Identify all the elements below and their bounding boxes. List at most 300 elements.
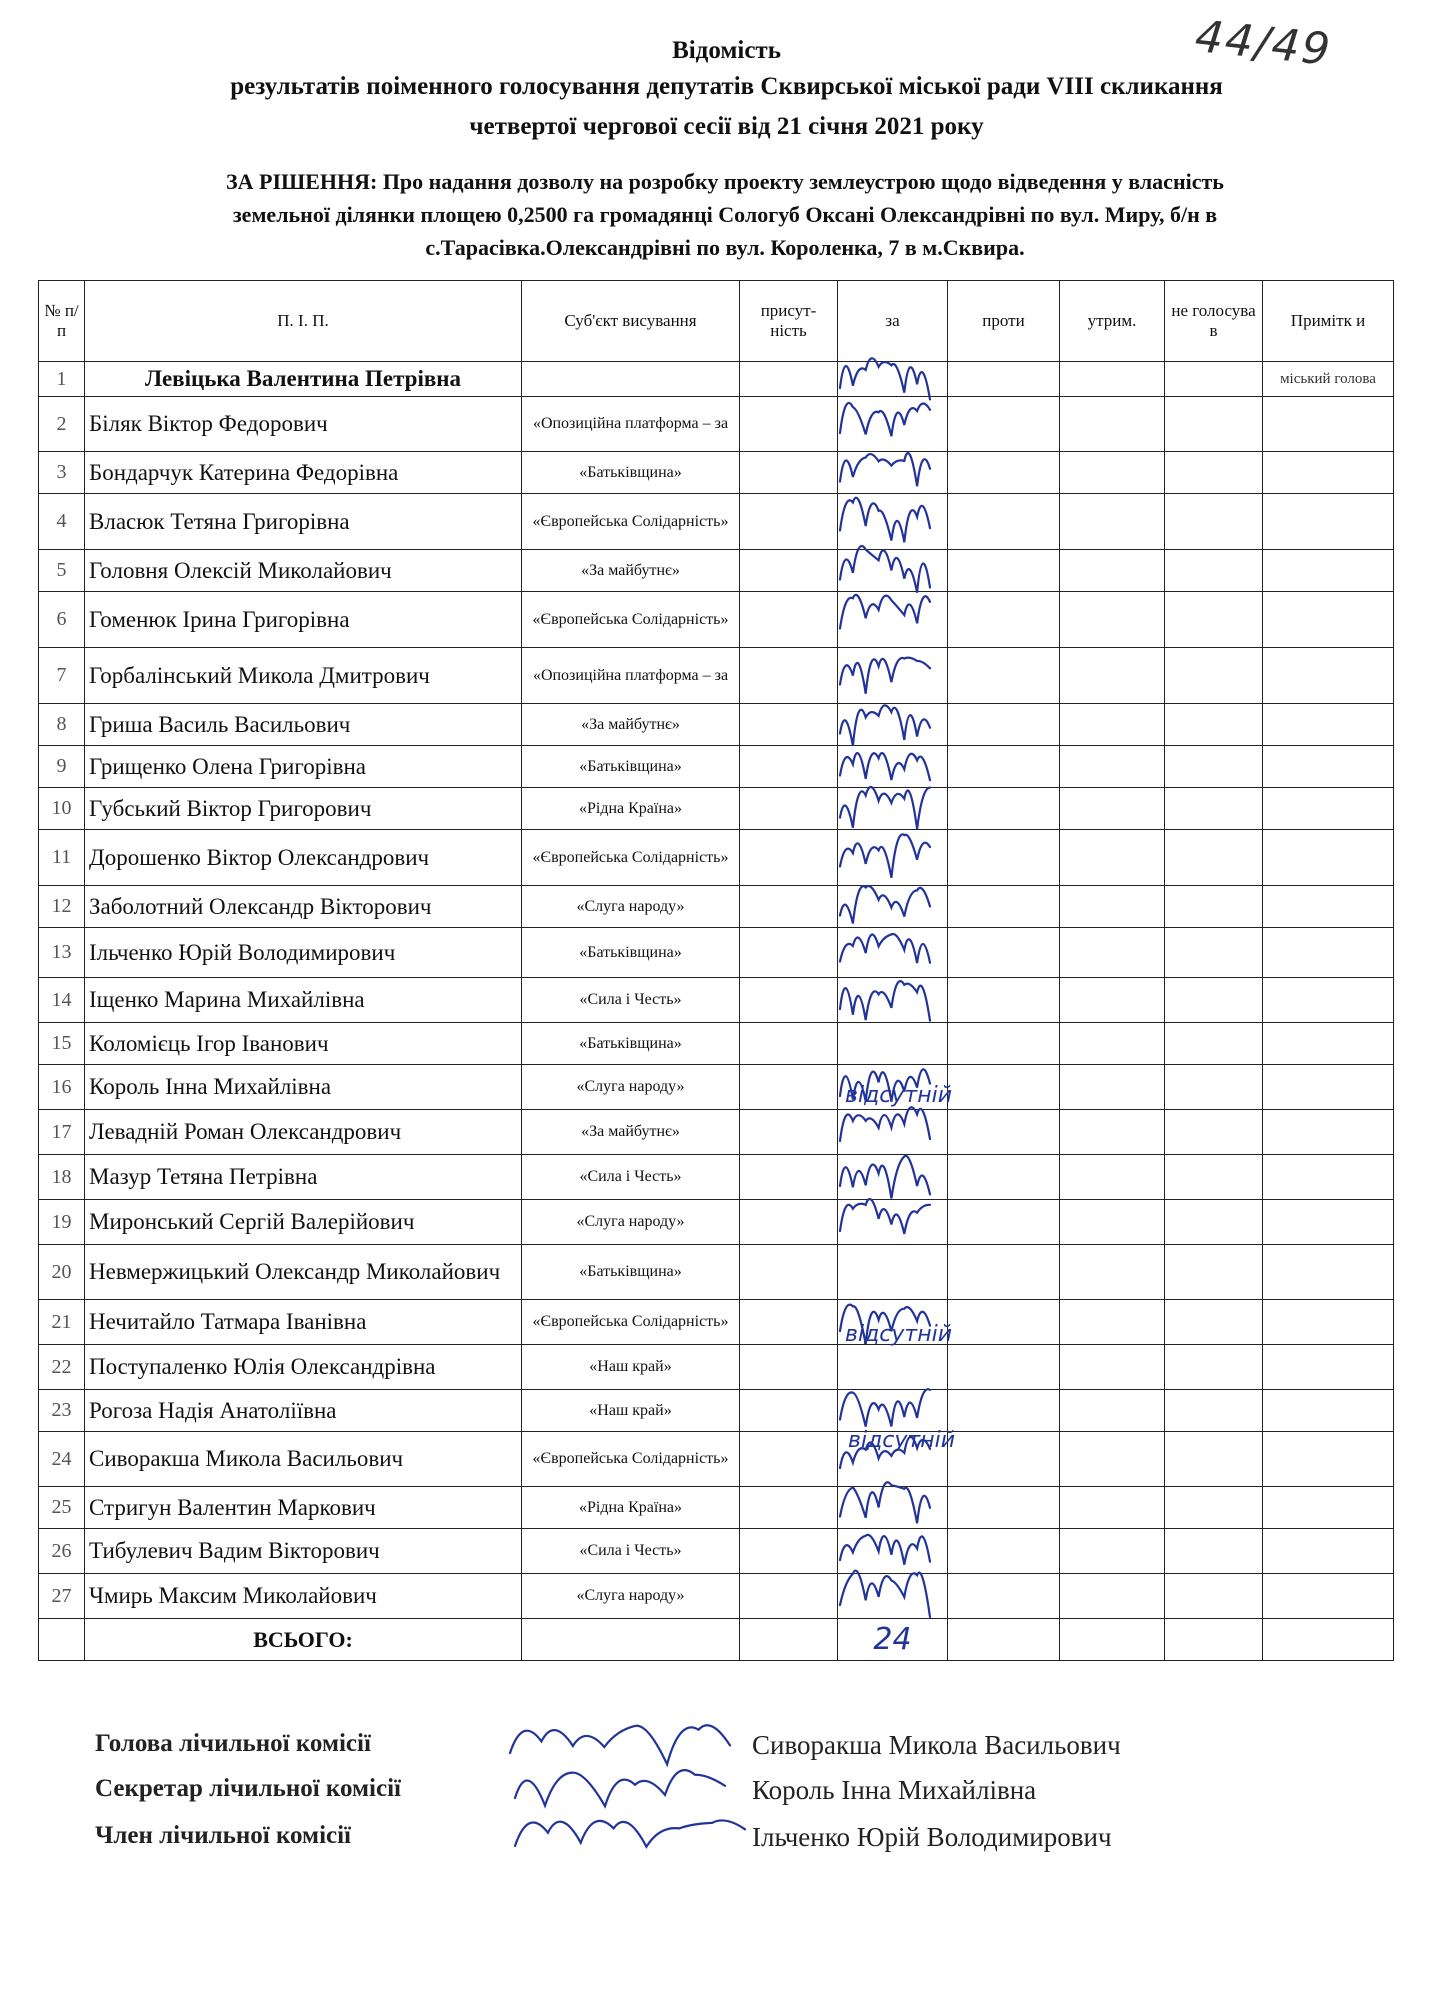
row-number: 4	[39, 494, 85, 550]
table-row	[39, 830, 1394, 886]
against-cell	[948, 494, 1060, 550]
abstain-cell	[1060, 1432, 1165, 1487]
header-abstain: утрим.	[1060, 281, 1165, 362]
notvote-cell	[1165, 494, 1263, 550]
abstain-cell	[1060, 1200, 1165, 1245]
notvote-cell	[1165, 704, 1263, 746]
against-cell	[948, 1574, 1060, 1619]
handwritten-reference: 44/49	[1192, 10, 1335, 77]
absent-note: відсутній	[848, 1428, 956, 1453]
row-number: 12	[39, 886, 85, 928]
total-empty	[39, 1619, 85, 1661]
deputy-name: Чмирь Максим Миколайович	[85, 1574, 522, 1619]
notvote-cell	[1165, 830, 1263, 886]
deputy-name: Стригун Валентин Маркович	[85, 1487, 522, 1529]
header-party: Суб'єкт висування	[522, 281, 740, 362]
deputy-name: Сиворакша Микола Васильович	[85, 1432, 522, 1487]
note-cell	[1263, 1023, 1394, 1065]
row-number: 21	[39, 1300, 85, 1345]
abstain-cell	[1060, 494, 1165, 550]
table-row	[39, 1155, 1394, 1200]
notvote-cell	[1165, 1023, 1263, 1065]
note-cell	[1263, 788, 1394, 830]
note-cell	[1263, 1065, 1394, 1110]
for-cell	[838, 1200, 948, 1245]
note-cell	[1263, 550, 1394, 592]
row-number: 18	[39, 1155, 85, 1200]
total-notvote	[1165, 1619, 1263, 1661]
abstain-cell	[1060, 978, 1165, 1023]
decision-line: с.Тарасівка.Олександрівні по вул. Короленка, 7 в м.Сквира.	[425, 235, 1025, 260]
table-row	[39, 1023, 1394, 1065]
for-cell	[838, 788, 948, 830]
present-cell	[740, 550, 838, 592]
table-row	[39, 746, 1394, 788]
notvote-cell	[1165, 1529, 1263, 1574]
note-cell	[1263, 1300, 1394, 1345]
note-cell	[1263, 928, 1394, 978]
present-cell	[740, 362, 838, 397]
deputy-party: «Наш край»	[522, 1345, 740, 1390]
abstain-cell	[1060, 788, 1165, 830]
abstain-cell	[1060, 1487, 1165, 1529]
note-cell	[1263, 452, 1394, 494]
row-number: 24	[39, 1432, 85, 1487]
table-row	[39, 978, 1394, 1023]
present-cell	[740, 928, 838, 978]
row-number: 15	[39, 1023, 85, 1065]
abstain-cell	[1060, 1574, 1165, 1619]
note-cell	[1263, 397, 1394, 452]
commission-signature	[510, 1725, 730, 1764]
deputy-party: «Сила і Честь»	[522, 978, 740, 1023]
against-cell	[948, 592, 1060, 648]
for-cell	[838, 1110, 948, 1155]
for-cell	[838, 592, 948, 648]
note-cell	[1263, 1390, 1394, 1432]
for-cell	[838, 362, 948, 397]
secretary-role: Секретар лічильної комісії	[95, 1775, 401, 1802]
deputy-name: Миронський Сергій Валерійович	[85, 1200, 522, 1245]
for-cell	[838, 1245, 948, 1300]
abstain-cell	[1060, 1300, 1165, 1345]
against-cell	[948, 978, 1060, 1023]
deputy-name: Власюк Тетяна Григорівна	[85, 494, 522, 550]
present-cell	[740, 1023, 838, 1065]
notvote-cell	[1165, 746, 1263, 788]
abstain-cell	[1060, 1529, 1165, 1574]
present-cell	[740, 1432, 838, 1487]
row-number: 17	[39, 1110, 85, 1155]
deputy-party: «Слуга народу»	[522, 886, 740, 928]
deputy-party: «Слуга народу»	[522, 1200, 740, 1245]
absent-note: відсутній	[845, 1322, 953, 1347]
for-cell	[838, 928, 948, 978]
row-number: 7	[39, 648, 85, 704]
deputy-party: «За майбутнє»	[522, 550, 740, 592]
for-cell	[838, 648, 948, 704]
deputy-name: Бондарчук Катерина Федорівна	[85, 452, 522, 494]
abstain-cell	[1060, 1245, 1165, 1300]
deputy-party: «Опозиційна платформа – за	[522, 397, 740, 452]
chair-name: Сиворакша Микола Васильович	[752, 1730, 1121, 1760]
row-number: 25	[39, 1487, 85, 1529]
document-subtitle: результатів поіменного голосування депутатів Сквирської міської ради VIII скликання	[230, 73, 1223, 100]
for-cell	[838, 978, 948, 1023]
against-cell	[948, 928, 1060, 978]
present-cell	[740, 397, 838, 452]
for-cell	[838, 886, 948, 928]
against-cell	[948, 1110, 1060, 1155]
abstain-cell	[1060, 746, 1165, 788]
table-row	[39, 788, 1394, 830]
commission-signature	[515, 1770, 725, 1806]
deputy-party: «Європейська Солідарність»	[522, 494, 740, 550]
row-number: 11	[39, 830, 85, 886]
chair-role: Голова лічильної комісії	[95, 1730, 371, 1757]
for-cell	[838, 1345, 948, 1390]
total-label: ВСЬОГО:	[85, 1619, 522, 1661]
present-cell	[740, 648, 838, 704]
secretary-name: Король Інна Михайлівна	[752, 1775, 1037, 1805]
commission-signature	[515, 1820, 745, 1846]
abstain-cell	[1060, 648, 1165, 704]
abstain-cell	[1060, 1065, 1165, 1110]
deputy-party: «Слуга народу»	[522, 1065, 740, 1110]
notvote-cell	[1165, 1390, 1263, 1432]
note-cell	[1263, 978, 1394, 1023]
total-against	[948, 1619, 1060, 1661]
note-cell	[1263, 592, 1394, 648]
against-cell	[948, 1529, 1060, 1574]
deputy-name: Поступаленко Юлія Олександрівна	[85, 1345, 522, 1390]
deputy-name: Губський Віктор Григорович	[85, 788, 522, 830]
present-cell	[740, 1200, 838, 1245]
note-cell	[1263, 746, 1394, 788]
deputy-name: Гоменюк Ірина Григорівна	[85, 592, 522, 648]
for-cell	[838, 1023, 948, 1065]
deputy-name: Грищенко Олена Григорівна	[85, 746, 522, 788]
header-notvote: не голосува в	[1165, 281, 1263, 362]
deputy-name: Левадній Роман Олександрович	[85, 1110, 522, 1155]
note-cell: міський голова	[1263, 362, 1394, 397]
note-cell	[1263, 1245, 1394, 1300]
for-cell	[838, 704, 948, 746]
abstain-cell	[1060, 830, 1165, 886]
notvote-cell	[1165, 1345, 1263, 1390]
present-cell	[740, 1345, 838, 1390]
row-number: 26	[39, 1529, 85, 1574]
against-cell	[948, 1487, 1060, 1529]
notvote-cell	[1165, 1487, 1263, 1529]
abstain-cell	[1060, 397, 1165, 452]
note-cell	[1263, 1345, 1394, 1390]
notvote-cell	[1165, 1574, 1263, 1619]
notvote-cell	[1165, 1300, 1263, 1345]
row-number: 13	[39, 928, 85, 978]
deputy-name: Заболотний Олександр Вікторович	[85, 886, 522, 928]
absent-note: відсутній	[845, 1083, 953, 1108]
against-cell	[948, 452, 1060, 494]
row-number: 6	[39, 592, 85, 648]
deputy-party: «Рідна Країна»	[522, 1487, 740, 1529]
table-row	[39, 886, 1394, 928]
notvote-cell	[1165, 648, 1263, 704]
row-number: 10	[39, 788, 85, 830]
table-row	[39, 648, 1394, 704]
table-row	[39, 1200, 1394, 1245]
row-number: 1	[39, 362, 85, 397]
row-number: 14	[39, 978, 85, 1023]
header-num: № п/п	[39, 281, 85, 362]
for-cell	[838, 1529, 948, 1574]
deputy-party	[522, 362, 740, 397]
deputy-party: «Батьківщина»	[522, 452, 740, 494]
deputy-name: Мазур Тетяна Петрівна	[85, 1155, 522, 1200]
abstain-cell	[1060, 704, 1165, 746]
table-row	[39, 452, 1394, 494]
deputy-party: «Наш край»	[522, 1390, 740, 1432]
note-cell	[1263, 1110, 1394, 1155]
deputy-name: Тибулевич Вадим Вікторович	[85, 1529, 522, 1574]
header-for: за	[838, 281, 948, 362]
present-cell	[740, 746, 838, 788]
present-cell	[740, 1487, 838, 1529]
for-cell	[838, 1390, 948, 1432]
document-title: Відомість	[672, 37, 781, 64]
deputy-name: Горбалінський Микола Дмитрович	[85, 648, 522, 704]
table-row	[39, 362, 1394, 397]
against-cell	[948, 1155, 1060, 1200]
abstain-cell	[1060, 550, 1165, 592]
table-row	[39, 397, 1394, 452]
abstain-cell	[1060, 886, 1165, 928]
decision-line: ЗА РІШЕННЯ: Про надання дозволу на розробку проекту землеустрою щодо відведення у власність	[226, 169, 1224, 194]
table-row	[39, 1245, 1394, 1300]
against-cell	[948, 1345, 1060, 1390]
notvote-cell	[1165, 452, 1263, 494]
for-cell	[838, 550, 948, 592]
deputy-party: «Європейська Солідарність»	[522, 830, 740, 886]
table-row	[39, 1300, 1394, 1345]
row-number: 16	[39, 1065, 85, 1110]
present-cell	[740, 788, 838, 830]
header-against: проти	[948, 281, 1060, 362]
for-cell	[838, 494, 948, 550]
for-cell	[838, 1155, 948, 1200]
table-row	[39, 1432, 1394, 1487]
deputy-name: Левіцька Валентина Петрівна	[85, 362, 522, 397]
note-cell	[1263, 1574, 1394, 1619]
for-cell	[838, 452, 948, 494]
deputy-party: «За майбутнє»	[522, 704, 740, 746]
for-cell	[838, 1574, 948, 1619]
deputy-party: «Рідна Країна»	[522, 788, 740, 830]
present-cell	[740, 1390, 838, 1432]
abstain-cell	[1060, 592, 1165, 648]
against-cell	[948, 648, 1060, 704]
note-cell	[1263, 704, 1394, 746]
deputy-name: Біляк Віктор Федорович	[85, 397, 522, 452]
total-note	[1263, 1619, 1394, 1661]
abstain-cell	[1060, 1110, 1165, 1155]
notvote-cell	[1165, 550, 1263, 592]
deputy-name: Головня Олексій Миколайович	[85, 550, 522, 592]
row-number: 19	[39, 1200, 85, 1245]
table-row	[39, 1065, 1394, 1110]
deputy-party: «Європейська Солідарність»	[522, 1300, 740, 1345]
deputy-party: «Сила і Честь»	[522, 1529, 740, 1574]
against-cell	[948, 1390, 1060, 1432]
note-cell	[1263, 648, 1394, 704]
for-cell	[838, 746, 948, 788]
present-cell	[740, 1245, 838, 1300]
total-for-value: 24	[838, 1619, 948, 1661]
row-number: 20	[39, 1245, 85, 1300]
deputy-name: Король Інна Михайлівна	[85, 1065, 522, 1110]
for-cell	[838, 397, 948, 452]
table-row	[39, 1345, 1394, 1390]
table-row	[39, 704, 1394, 746]
total-party	[522, 1619, 740, 1661]
row-number: 9	[39, 746, 85, 788]
table-row	[39, 1390, 1394, 1432]
against-cell	[948, 1300, 1060, 1345]
session-line: четвертої чергової сесії від 21 січня 2021 року	[469, 113, 984, 140]
notvote-cell	[1165, 397, 1263, 452]
abstain-cell	[1060, 452, 1165, 494]
deputy-party: «Батьківщина»	[522, 1023, 740, 1065]
deputy-party: «Слуга народу»	[522, 1574, 740, 1619]
table-row	[39, 1487, 1394, 1529]
decision-line: земельної ділянки площею 0,2500 га громадянці Сологуб Оксані Олександрівні по вул. Миру, б/н в	[232, 202, 1218, 227]
header-present: присут-ність	[740, 281, 838, 362]
against-cell	[948, 1065, 1060, 1110]
against-cell	[948, 1432, 1060, 1487]
present-cell	[740, 1574, 838, 1619]
deputy-party: «Батьківщина»	[522, 928, 740, 978]
deputy-name: Гриша Василь Васильович	[85, 704, 522, 746]
present-cell	[740, 1110, 838, 1155]
deputy-party: «Батьківщина»	[522, 1245, 740, 1300]
present-cell	[740, 978, 838, 1023]
note-cell	[1263, 1432, 1394, 1487]
present-cell	[740, 1529, 838, 1574]
against-cell	[948, 830, 1060, 886]
note-cell	[1263, 1487, 1394, 1529]
against-cell	[948, 746, 1060, 788]
notvote-cell	[1165, 362, 1263, 397]
row-number: 22	[39, 1345, 85, 1390]
for-cell	[838, 830, 948, 886]
table-row	[39, 1110, 1394, 1155]
notvote-cell	[1165, 1432, 1263, 1487]
row-number: 2	[39, 397, 85, 452]
against-cell	[948, 886, 1060, 928]
against-cell	[948, 1200, 1060, 1245]
row-number: 27	[39, 1574, 85, 1619]
row-number: 3	[39, 452, 85, 494]
deputy-name: Іщенко Марина Михайлівна	[85, 978, 522, 1023]
notvote-cell	[1165, 592, 1263, 648]
against-cell	[948, 1023, 1060, 1065]
note-cell	[1263, 1200, 1394, 1245]
note-cell	[1263, 886, 1394, 928]
notvote-cell	[1165, 788, 1263, 830]
deputy-name: Нечитайло Татмара Іванівна	[85, 1300, 522, 1345]
row-number: 8	[39, 704, 85, 746]
notvote-cell	[1165, 1245, 1263, 1300]
notvote-cell	[1165, 978, 1263, 1023]
notvote-cell	[1165, 928, 1263, 978]
present-cell	[740, 592, 838, 648]
deputy-name: Ільченко Юрій Володимирович	[85, 928, 522, 978]
deputy-party: «За майбутнє»	[522, 1110, 740, 1155]
deputy-party: «Батьківщина»	[522, 746, 740, 788]
abstain-cell	[1060, 1155, 1165, 1200]
notvote-cell	[1165, 1155, 1263, 1200]
total-present	[740, 1619, 838, 1661]
decision-text	[60, 165, 1390, 264]
against-cell	[948, 550, 1060, 592]
against-cell	[948, 704, 1060, 746]
note-cell	[1263, 1529, 1394, 1574]
present-cell	[740, 494, 838, 550]
for-cell	[838, 1487, 948, 1529]
abstain-cell	[1060, 362, 1165, 397]
note-cell	[1263, 1155, 1394, 1200]
table-header-row	[39, 281, 1394, 362]
against-cell	[948, 788, 1060, 830]
row-number: 23	[39, 1390, 85, 1432]
present-cell	[740, 1300, 838, 1345]
present-cell	[740, 886, 838, 928]
deputy-party: «Опозиційна платформа – за	[522, 648, 740, 704]
table-row	[39, 494, 1394, 550]
against-cell	[948, 1245, 1060, 1300]
abstain-cell	[1060, 928, 1165, 978]
table-row	[39, 1529, 1394, 1574]
deputy-name: Коломієць Ігор Іванович	[85, 1023, 522, 1065]
present-cell	[740, 830, 838, 886]
notvote-cell	[1165, 1065, 1263, 1110]
header-note: Примітк и	[1263, 281, 1394, 362]
abstain-cell	[1060, 1345, 1165, 1390]
total-row	[39, 1619, 1394, 1661]
table-row	[39, 550, 1394, 592]
deputy-party: «Сила і Честь»	[522, 1155, 740, 1200]
note-cell	[1263, 494, 1394, 550]
deputy-name: Рогоза Надія Анатоліївна	[85, 1390, 522, 1432]
notvote-cell	[1165, 1200, 1263, 1245]
deputy-party: «Європейська Солідарність»	[522, 592, 740, 648]
abstain-cell	[1060, 1390, 1165, 1432]
present-cell	[740, 1065, 838, 1110]
present-cell	[740, 1155, 838, 1200]
total-abstain	[1060, 1619, 1165, 1661]
notvote-cell	[1165, 1110, 1263, 1155]
note-cell	[1263, 830, 1394, 886]
table-row	[39, 928, 1394, 978]
present-cell	[740, 452, 838, 494]
against-cell	[948, 397, 1060, 452]
deputy-name: Дорошенко Віктор Олександрович	[85, 830, 522, 886]
against-cell	[948, 362, 1060, 397]
vote-table	[38, 280, 1394, 1661]
deputy-name: Невмержицький Олександр Миколайович	[85, 1245, 522, 1300]
deputy-party: «Європейська Солідарність»	[522, 1432, 740, 1487]
row-number: 5	[39, 550, 85, 592]
